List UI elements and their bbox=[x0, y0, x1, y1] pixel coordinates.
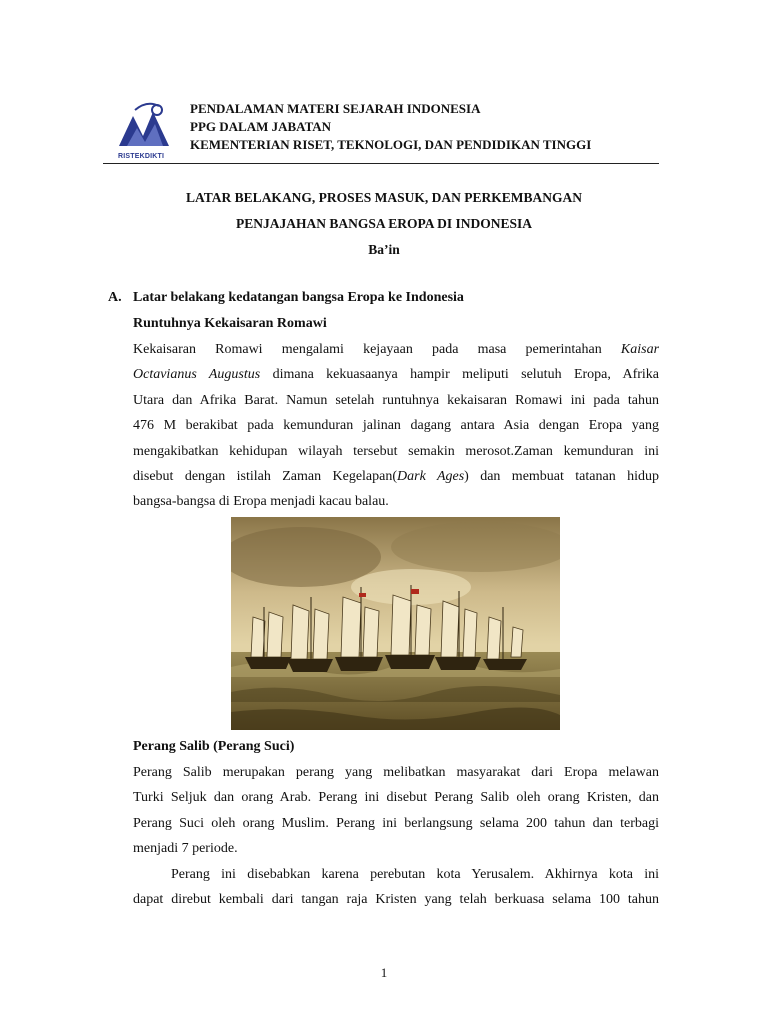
page-number: 1 bbox=[380, 965, 388, 980]
header-line-3: KEMENTERIAN RISET, TEKNOLOGI, DAN PENDIDIKAN TINGGI bbox=[190, 137, 592, 152]
text-line: Perang Suci oleh orang Muslim. Perang ini berlangsung selama 200 tahun dan terbagi bbox=[133, 815, 659, 831]
text-line: menjadi 7 periode. bbox=[133, 841, 238, 857]
painting-image bbox=[231, 517, 560, 730]
header-text bbox=[190, 100, 591, 154]
text-line: Perang Salib merupakan perang yang melibatkan masyarakat dari Eropa melawan bbox=[133, 765, 659, 780]
text-line: bangsa-bangsa di Eropa menjadi kacau balau. bbox=[133, 494, 389, 510]
text-line: 476 M berakibat pada kemunduran jalinan dagang antara Asia dengan Eropa yang bbox=[133, 418, 659, 434]
text-line: disebut dengan istilah Zaman Kegelapan(Dark Ages) dan membuat tatanan hidup bbox=[133, 468, 659, 484]
text-line: mengakibatkan kehidupan wilayah tersebut semakin merosot.Zaman kemunduran ini bbox=[133, 443, 659, 459]
logo-text: RISTEKDIKTI bbox=[118, 153, 165, 160]
section-marker: A. bbox=[108, 290, 122, 305]
naval-battle-painting bbox=[231, 517, 560, 730]
paragraph-perang-salib bbox=[133, 760, 659, 912]
text-line: Turki Seljuk dan orang Arab. Perang ini disebut Perang Salib oleh orang Kristen, dan bbox=[133, 790, 659, 806]
text-line: Perang ini disebabkan karena perebutan kota Yerusalem. Akhirnya kota ini bbox=[171, 866, 659, 882]
document-author: Ba’in bbox=[368, 242, 400, 257]
header-line-2: PPG DALAM JABATAN bbox=[190, 119, 332, 134]
paragraph-romawi bbox=[133, 337, 659, 515]
document-title-line-1: LATAR BELAKANG, PROSES MASUK, DAN PERKEMBANGAN bbox=[186, 190, 582, 205]
document-title-line-2: PENJAJAHAN BANGSA EROPA DI INDONESIA bbox=[235, 216, 533, 231]
text-line: Octavianus Augustus dimana kekuasaanya hampir meliputi selutuh Eropa, Afrika bbox=[133, 367, 659, 383]
section-heading: Latar belakang kedatangan bangsa Eropa ke Indonesia bbox=[133, 290, 464, 305]
subheading-perang-salib: Perang Salib (Perang Suci) bbox=[133, 739, 295, 754]
document-header bbox=[103, 96, 659, 164]
text-line: Kekaisaran Romawi mengalami kejayaan pada masa pemerintahan Kaisar bbox=[133, 342, 659, 357]
ristekdikti-logo bbox=[113, 102, 175, 160]
logo-emblem-icon bbox=[113, 102, 175, 154]
subheading-romawi: Runtuhnya Kekaisaran Romawi bbox=[133, 316, 327, 331]
text-line: Utara dan Afrika Barat. Namun setelah runtuhnya kekaisaran Romawi ini pada tahun bbox=[133, 392, 659, 408]
text-line: dapat direbut kembali dari tangan raja Kristen yang telah berkuasa selama 100 tahun bbox=[133, 891, 659, 907]
header-line-1: PENDALAMAN MATERI SEJARAH INDONESIA bbox=[190, 101, 481, 116]
